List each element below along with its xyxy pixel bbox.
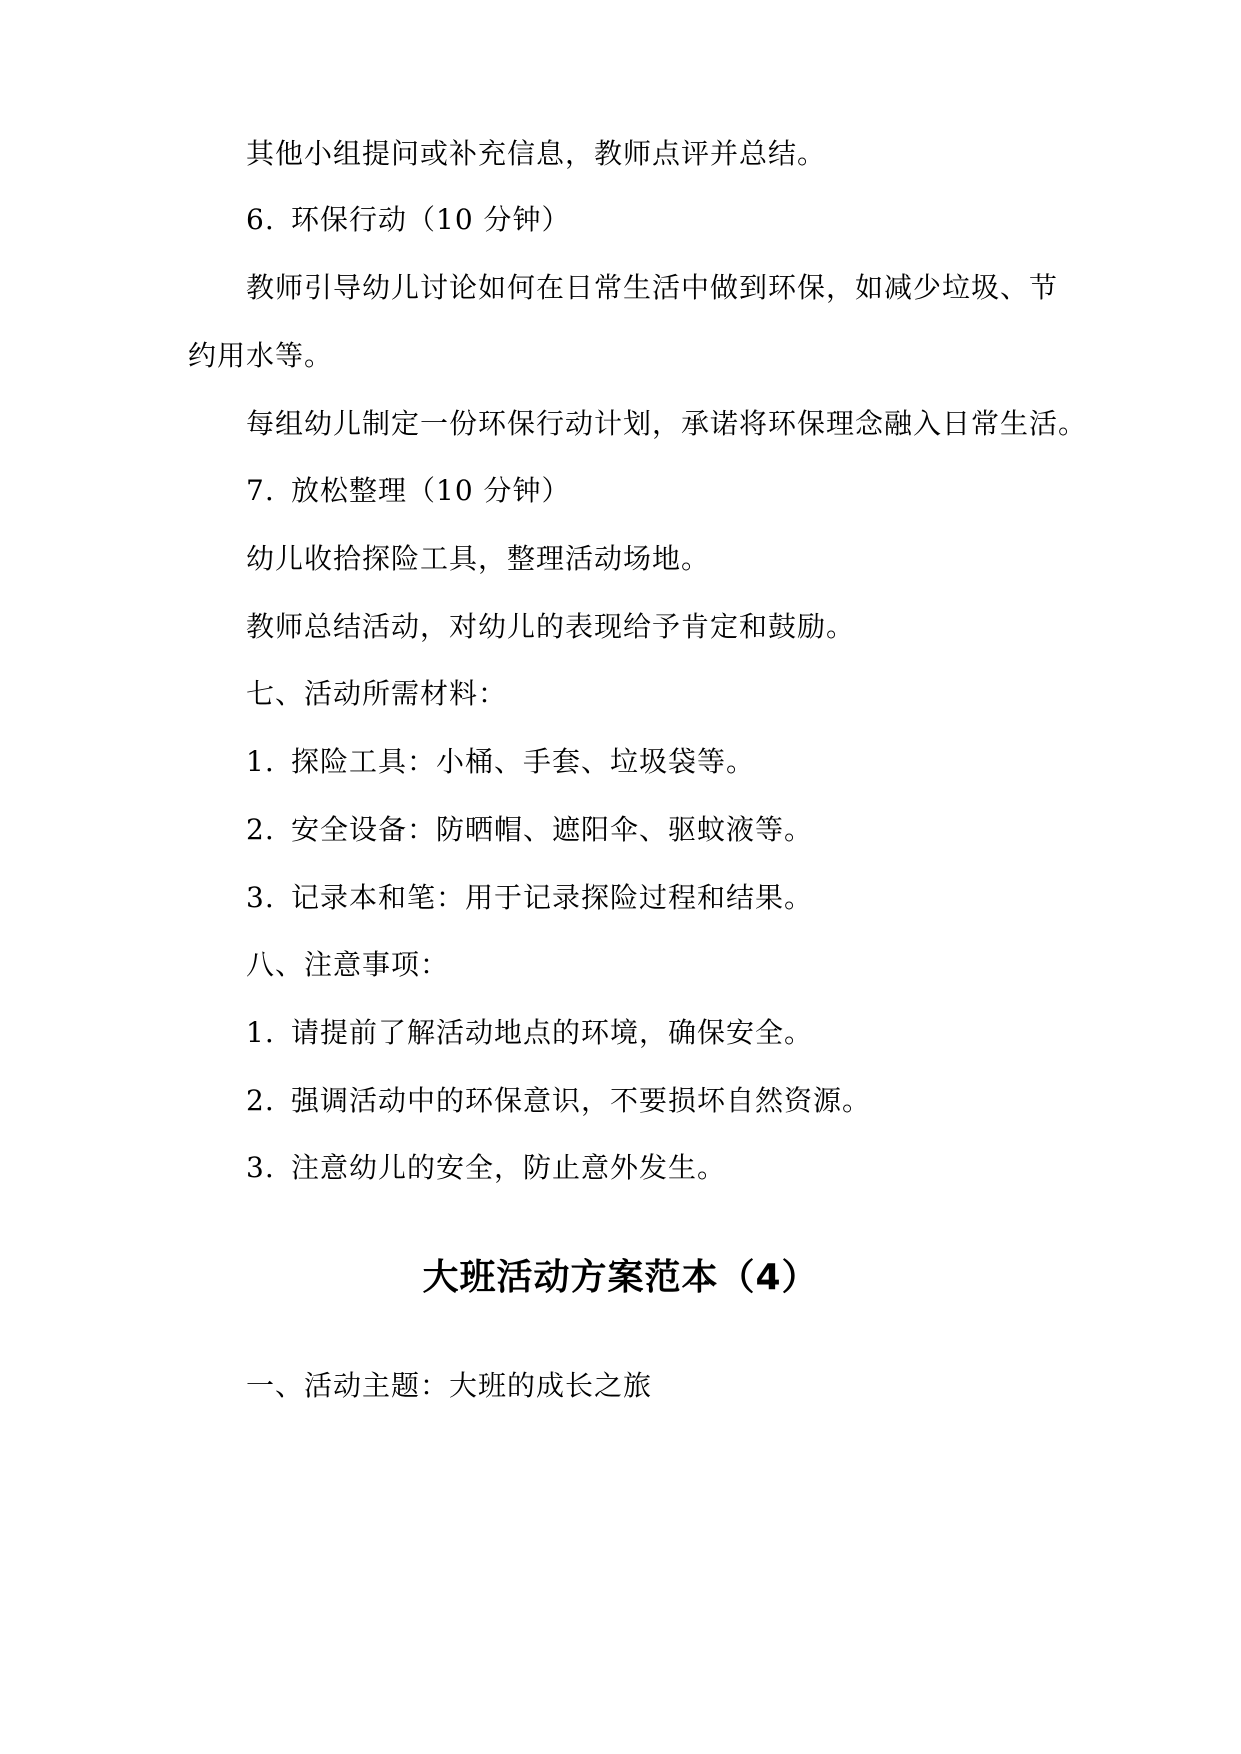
paragraph: 一、活动主题：大班的成长之旅 <box>246 1369 653 1402</box>
paragraph-continuation: 约用水等。 <box>188 339 334 372</box>
section-title: 大班活动方案范本（4） <box>422 1257 819 1298</box>
paragraph: 幼儿收拾探险工具，整理活动场地。 <box>246 542 711 575</box>
numbered-item: 1. 请提前了解活动地点的环境，确保安全。 <box>246 1016 814 1049</box>
numbered-item: 7. 放松整理（10 分钟） <box>246 474 571 507</box>
numbered-item: 1. 探险工具：小桶、手套、垃圾袋等。 <box>246 745 756 778</box>
numbered-item: 6. 环保行动（10 分钟） <box>246 203 571 236</box>
numbered-item: 2. 强调活动中的环保意识，不要损坏自然资源。 <box>246 1084 872 1117</box>
paragraph: 教师总结活动，对幼儿的表现给予肯定和鼓励。 <box>246 610 856 643</box>
numbered-item: 3. 注意幼儿的安全，防止意外发生。 <box>246 1151 727 1184</box>
numbered-item: 2. 安全设备：防晒帽、遮阳伞、驱蚊液等。 <box>246 813 814 846</box>
item-number: 3. <box>246 881 275 914</box>
item-number: 2. <box>246 1084 275 1117</box>
section-heading: 八、注意事项： <box>246 948 450 981</box>
item-number: 2. <box>246 813 275 846</box>
section-heading: 七、活动所需材料： <box>246 677 508 710</box>
item-number: 1. <box>246 745 275 778</box>
paragraph: 每组幼儿制定一份环保行动计划，承诺将环保理念融入日常生活。 <box>246 407 1088 440</box>
item-number: 7. <box>246 474 275 507</box>
item-number: 3. <box>246 1151 275 1184</box>
paragraph: 其他小组提问或补充信息，教师点评并总结。 <box>246 137 827 170</box>
item-number: 6. <box>246 203 275 236</box>
item-number: 1. <box>246 1016 275 1049</box>
paragraph: 教师引导幼儿讨论如何在日常生活中做到环保，如减少垃圾、节 <box>246 271 1059 304</box>
numbered-item: 3. 记录本和笔：用于记录探险过程和结果。 <box>246 881 814 914</box>
